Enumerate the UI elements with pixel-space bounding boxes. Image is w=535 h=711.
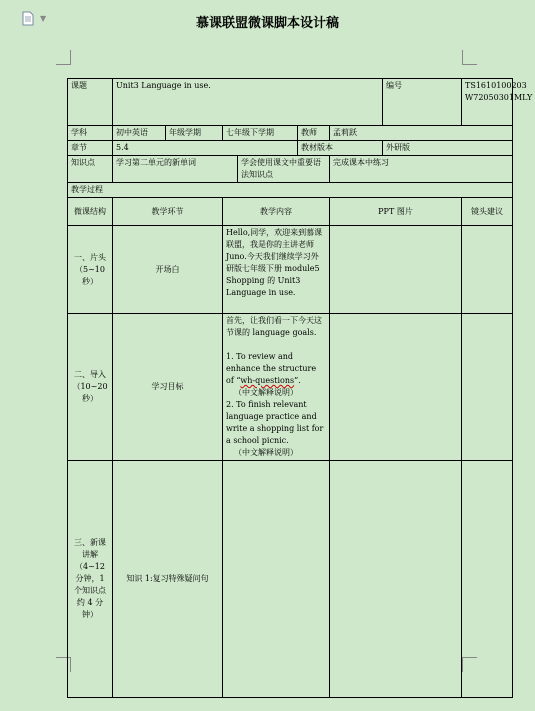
- knowledge-row: [68, 156, 513, 183]
- topic-row: [68, 79, 513, 126]
- code-value[interactable]: TS1610100203 W72050301MLY: [462, 79, 513, 126]
- code-label: 编号: [383, 79, 462, 126]
- kp2[interactable]: 学会使用课文中重要语法知识点: [238, 156, 330, 183]
- subject-value[interactable]: 初中英语: [113, 126, 166, 141]
- camera-cell[interactable]: [462, 314, 513, 461]
- process-label: 教学过程: [68, 183, 513, 198]
- page-title: 慕课联盟微课脚本设计稿: [195, 16, 339, 31]
- topic-label: 课题: [68, 79, 113, 126]
- step-cell: 开场白: [113, 226, 223, 314]
- header-camera: 镜头建议: [462, 198, 513, 226]
- dropdown-arrow-icon[interactable]: ▼: [40, 14, 47, 23]
- teacher-label: 教师: [298, 126, 330, 141]
- content-cell[interactable]: [223, 461, 330, 698]
- camera-cell[interactable]: [462, 226, 513, 314]
- ppt-cell[interactable]: [330, 461, 462, 698]
- chapter-row: [68, 141, 513, 156]
- table-row: [68, 226, 513, 314]
- table-row: [68, 461, 513, 698]
- content-cell[interactable]: [223, 314, 330, 461]
- ppt-cell[interactable]: [330, 226, 462, 314]
- structure-cell: 三、新课讲解（4~12 分钟，1 个知识点约 4 分钟）: [68, 461, 113, 698]
- process-row: [68, 183, 513, 198]
- goal-2-note: （中文解释说明）: [234, 448, 298, 457]
- goal-1: 1. To review and enhance the structure of “wh-questions”.: [226, 352, 317, 385]
- header-ppt: PPT 图片: [330, 198, 462, 226]
- step-cell: 知识 1:复习特殊疑问句: [113, 461, 223, 698]
- header-structure: 微课结构: [68, 198, 113, 226]
- topic-value[interactable]: Unit3 Language in use.: [113, 79, 383, 126]
- subject-label: 学科: [68, 126, 113, 141]
- header-content: 教学内容: [223, 198, 330, 226]
- crop-mark: [56, 50, 71, 65]
- header-step: 教学环节: [113, 198, 223, 226]
- grade-label: 年级学期: [166, 126, 223, 141]
- script-design-table: [67, 78, 533, 698]
- edition-value[interactable]: 外研版: [383, 141, 513, 156]
- content-intro: 首先，让我们看一下今天这节课的 language goals.: [226, 316, 322, 337]
- teacher-value[interactable]: 孟莉跃: [330, 126, 513, 141]
- content-cell[interactable]: Hello,同学，欢迎来到慕课联盟，我是你的主讲老师 Juno.今天我们继续学习外研版七年级下册 module5 Shopping 的 Unit3 Language in use.: [223, 226, 330, 314]
- goal-1-note: （中文解释说明）: [234, 388, 298, 397]
- step-cell: 学习目标: [113, 314, 223, 461]
- chapter-label: 章节: [68, 141, 113, 156]
- kp-label: 知识点: [68, 156, 113, 183]
- header-row: [68, 198, 513, 226]
- structure-cell: 二、导入（10~20 秒）: [68, 314, 113, 461]
- ppt-cell[interactable]: [330, 314, 462, 461]
- chapter-value[interactable]: 5.4: [113, 141, 298, 156]
- kp3[interactable]: 完成课本中练习: [330, 156, 513, 183]
- kp1[interactable]: 学习第二单元的新单词: [113, 156, 238, 183]
- camera-cell[interactable]: [462, 461, 513, 698]
- grade-value[interactable]: 七年级下学期: [223, 126, 298, 141]
- structure-cell: 一、片头（5~10 秒）: [68, 226, 113, 314]
- edition-label: 教材版本: [298, 141, 383, 156]
- table-row: [68, 314, 513, 461]
- goal-2: 2. To finish relevant language practice and write a shopping list for a school picnic.: [226, 400, 324, 445]
- subject-row: [68, 126, 513, 141]
- crop-mark: [462, 50, 477, 65]
